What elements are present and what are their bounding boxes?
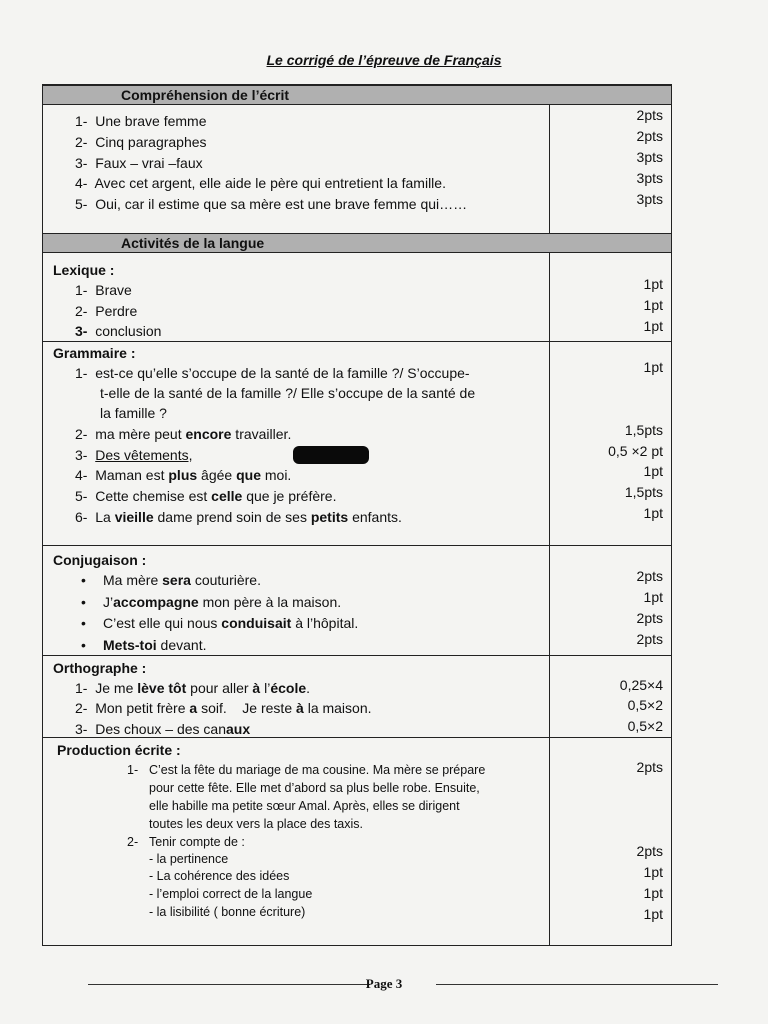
list-item: 6- La vieille dame prend soin de ses petits enfants. (75, 509, 402, 525)
criteria-item: - la pertinence (149, 852, 229, 866)
list-item: 1- Brave (75, 282, 132, 298)
points: 1pt (643, 359, 663, 375)
points: 2pts (636, 759, 663, 775)
list-item: 2- ma mère peut encore travailler. (75, 426, 292, 442)
list-item: 1- Je me lève tôt pour aller à l’école. (75, 680, 311, 696)
column-divider (549, 85, 550, 945)
list-item: 3- Des choux – des canaux (75, 721, 251, 737)
list-item: 4- Avec cet argent, elle aide le père qui entretient la famille. (75, 175, 446, 191)
points: 1pt (643, 885, 663, 901)
criteria-item: - la lisibilité ( bonne écriture) (149, 905, 306, 919)
list-item: 1- est-ce qu’elle s’occupe de la santé de la famille ?/ S’occupe- (75, 365, 470, 381)
points: 1pt (643, 505, 663, 521)
list-item: • J’accompagne mon père à la maison. (103, 594, 341, 610)
paragraph-line: Tenir compte de : (149, 835, 245, 849)
section-label: Production écrite : (57, 742, 181, 758)
divider (43, 341, 671, 342)
list-item: • Ma mère sera couturière. (103, 572, 261, 588)
list-item: 1- Une brave femme (75, 113, 207, 129)
points: 3pts (636, 170, 663, 186)
points: 1pt (643, 906, 663, 922)
list-item: 4- Maman est plus âgée que moi. (75, 467, 292, 483)
points: 1pt (643, 276, 663, 292)
points: 2pts (636, 107, 663, 123)
points: 2pts (636, 128, 663, 144)
list-item: 3- conclusion (75, 323, 162, 339)
list-item: 3- Faux – vrai –faux (75, 155, 203, 171)
points: 0,5×2 (627, 718, 663, 734)
comprehension-header (43, 85, 671, 105)
list-item-continuation: la famille ? (100, 405, 167, 421)
paragraph-line: pour cette fête. Elle met d’abord sa plus belle robe. Ensuite, (149, 781, 480, 795)
points: 1pt (643, 463, 663, 479)
points: 3pts (636, 149, 663, 165)
paragraph-line: C’est la fête du mariage de ma cousine. Ma mère se prépare (149, 763, 486, 777)
points: 1,5pts (624, 484, 663, 500)
points: 0,5×2 (627, 697, 663, 713)
activites-header (43, 233, 671, 253)
paragraph-line: toutes les deux vers la place des taxis. (149, 817, 364, 831)
list-item: 5- Cette chemise est celle que je préfère. (75, 488, 337, 504)
list-item: 2- Cinq paragraphes (75, 134, 207, 150)
points: 1pt (643, 589, 663, 605)
list-item-number: 2- (127, 835, 139, 849)
points: 1pt (643, 297, 663, 313)
divider (43, 737, 671, 738)
activites-header-label: Activités de la langue (121, 235, 265, 251)
section-label: Grammaire : (53, 345, 136, 361)
redaction-mark (293, 446, 369, 464)
document-title: Le corrigé de l’épreuve de Français (266, 52, 502, 68)
list-item: 2- Mon petit frère a soif. Je reste à la maison. (75, 700, 372, 716)
points: 1pt (643, 864, 663, 880)
points: 2pts (636, 568, 663, 584)
divider (43, 545, 671, 546)
list-item-continuation: t-elle de la santé de la famille ?/ Elle s’occupe de la santé de (100, 385, 476, 401)
divider (43, 655, 671, 656)
section-label: Orthographe : (53, 660, 147, 676)
section-label: Conjugaison : (53, 552, 147, 568)
list-item: • Mets-toi devant. (103, 637, 207, 653)
list-item: • C’est elle qui nous conduisait à l’hôpital. (103, 615, 358, 631)
points: 2pts (636, 631, 663, 647)
section-label: Lexique : (53, 262, 115, 278)
points: 3pts (636, 191, 663, 207)
answer-table (42, 84, 672, 946)
list-item: 2- Perdre (75, 303, 138, 319)
points: 1,5pts (624, 422, 663, 438)
points: 0,5 ×2 pt (608, 443, 663, 459)
criteria-item: - La cohérence des idées (149, 869, 290, 883)
criteria-item: - l’emploi correct de la langue (149, 887, 313, 901)
paragraph-line: elle habille ma petite sœur Amal. Après, elles se dirigent (149, 799, 460, 813)
page-number: Page 3 (365, 976, 403, 991)
list-item: 5- Oui, car il estime que sa mère est une brave femme qui…… (75, 196, 468, 212)
points: 2pts (636, 843, 663, 859)
points: 1pt (643, 318, 663, 334)
list-item: 3- Des vêtements, (75, 447, 193, 463)
list-item-number: 1- (127, 763, 139, 777)
points: 0,25×4 (619, 677, 663, 693)
comprehension-header-label: Compréhension de l’écrit (121, 87, 290, 103)
points: 2pts (636, 610, 663, 626)
